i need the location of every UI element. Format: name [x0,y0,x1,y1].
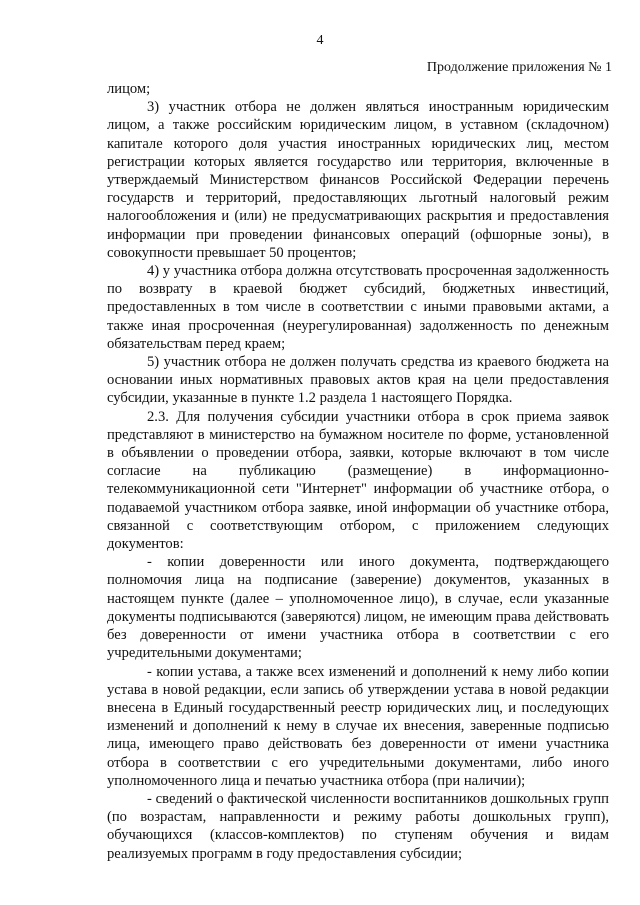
list-item-pupil-numbers: - сведений о фактической численности воспитанников дошкольных групп (по возрастам, направленности и режиму работы дошкольных групп), обучающихся (классов-комплектов) по ступеням обучения и видам реализуемых программ в году предоставления субсидии; [107,790,609,862]
paragraph-item-4: 4) у участника отбора должна отсутствовать просроченная задолженность по возврату в краевой бюджет субсидий, бюджетных инвестиций, предоставленных в том числе в соответствии с иными правовыми актами, а также иная просроченная (неурегулированная) задолженность по денежным обязательствам перед краем; [107,263,609,352]
list-item-power-of-attorney: - копии доверенности или иного документа, подтверждающего полномочия лица на подписание (заверение) документов, указанных в настоящем пункте (далее – уполномоченное лицо), в случае, если указанные документы подписываются (заверяются) лицом, не имеющим права действовать без доверенности от имени участника отбора в соответствии с его учредительными документами; [107,554,609,662]
paragraph-item-5: 5) участник отбора не должен получать средства из краевого бюджета на основании иных нормативных правовых актов края на цели предоставления субсидии, указанные в пункте 1.2 раздела 1 настоящего Порядка. [107,354,609,407]
document-body [107,80,609,863]
paragraph-continuation: лицом; [107,81,151,97]
paragraph-item-3: 3) участник отбора не должен являться иностранным юридическим лицом, а также российским юридическим лицом, в уставном (складочном) капитале которого доля участия иностранных юридических лиц, местом регистрации которых является государство или территория, включенные в утверждаемый Министерством финансов Российской Федерации перечень государств и территорий, предоставляющих льготный налоговый режим налогообложения и (или) не предусматривающих раскрытия и предоставления информации при проведении финансовых операций (офшорные зоны), в совокупности превышает 50 процентов; [107,99,609,261]
page-number: 4 [316,33,324,48]
list-item-charter-copies: - копии устава, а также всех изменений и дополнений к нему либо копии устава в новой редакции, если запись об утверждении устава в новой редакции внесена в Единый государственный реестр юридических лиц, и последующих изменений и дополнений к нему в случае их внесения, заверенные подписью лица, имеющего право действовать без доверенности от имени участника отбора в соответствии с его учредительными документами, либо иного уполномоченного лица и печатью участника отбора (при наличии); [107,663,609,789]
paragraph-section-2-3: 2.3. Для получения субсидии участники отбора в срок приема заявок представляют в министерство на бумажном носителе по форме, установленной в объявлении о проведении отбора, заявки, которые включают в том числе согласие на публикацию (размещение) в информационно-телекоммуникационной сети "Интернет" информации об участнике отбора, о подаваемой участником отбора заявке, иной информации об участнике отбора, связанной с соответствующим отбором, с приложением следующих документов: [107,408,609,553]
appendix-continuation-note: Продолжение приложения № 1 [426,60,612,75]
